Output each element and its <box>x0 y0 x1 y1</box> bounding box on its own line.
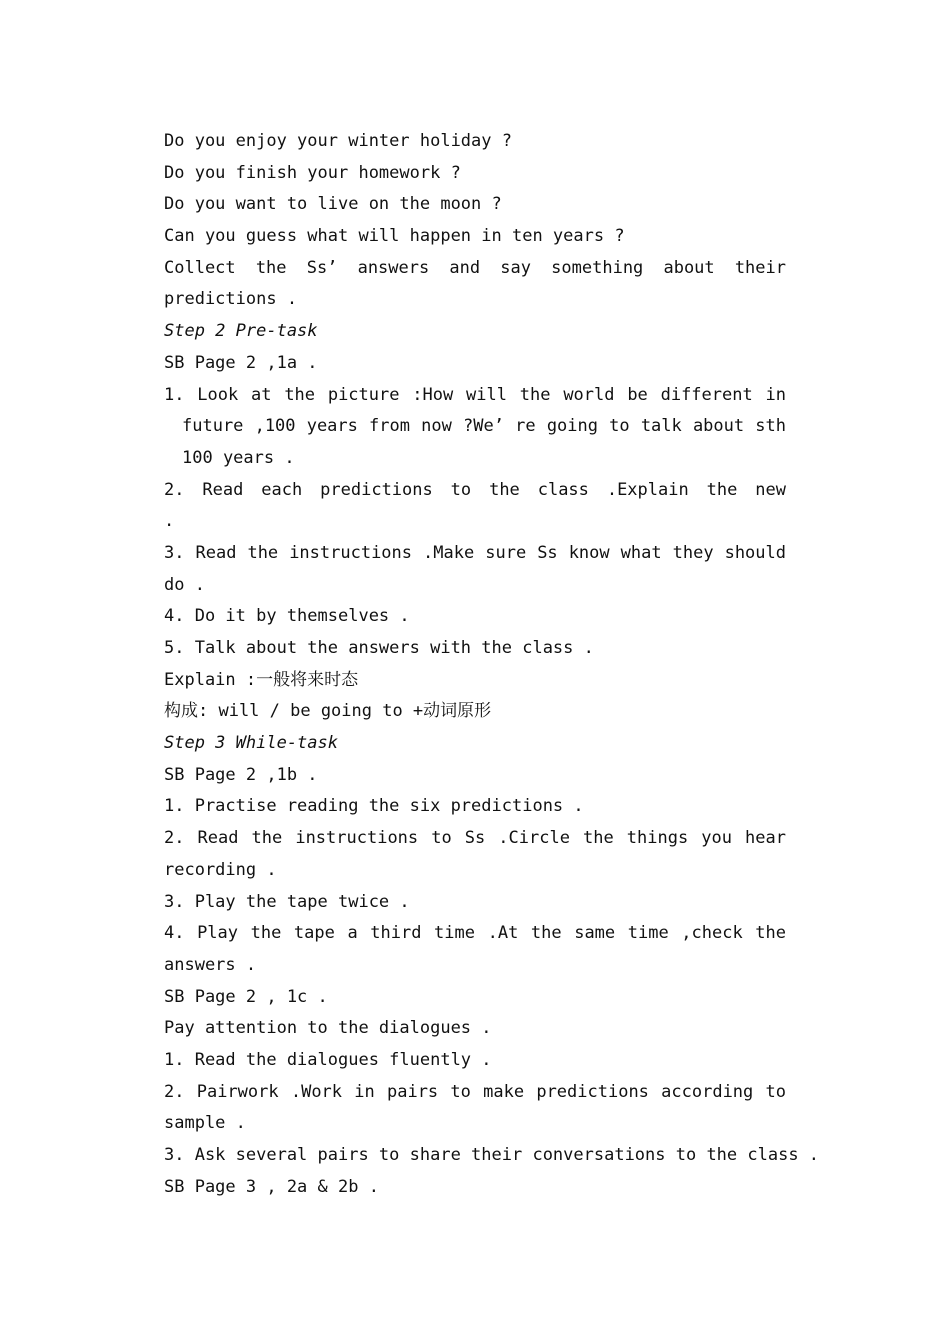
whiletask-item-2-end: recording . <box>164 859 277 880</box>
page-reference-1c: SB Page 2 , 1c . <box>164 986 328 1007</box>
dialogue-note: Pay attention to the dialogues . <box>164 1018 492 1039</box>
page-reference-1a: SB Page 2 ,1a . <box>164 352 318 373</box>
pretask-item-5: 5. Talk about the answers with the class . <box>164 638 594 658</box>
grammar-explain: Explain :一般将来时态 <box>164 669 359 690</box>
page-reference-2a-2b: SB Page 3 , 2a & 2b . <box>164 1176 379 1197</box>
pretask-item-2: 2. Read each predictions to the class .Explain the new <box>164 479 786 500</box>
pretask-item-4: 4. Do it by themselves . <box>164 606 410 627</box>
step-2-heading: Step 2 Pre-task <box>164 321 318 342</box>
dialogue-item-3: 3. Ask several pairs to share their conversations to the class . <box>164 1145 820 1165</box>
pretask-item-1: 1. Look at the picture :How will the world be different in <box>164 384 786 405</box>
warmup-question-3: Do you want to live on the moon ? <box>164 194 502 215</box>
step-3-heading: Step 3 While-task <box>164 733 338 754</box>
warmup-question-4: Can you guess what will happen in ten years ? <box>164 226 625 247</box>
whiletask-item-4-end: answers . <box>164 954 257 975</box>
warmup-question-2: Do you finish your homework ? <box>164 162 461 183</box>
pretask-item-3: 3. Read the instructions .Make sure Ss know what they should <box>164 542 786 563</box>
pretask-item-3-end: do . <box>164 574 205 595</box>
lesson-plan-text <box>164 126 820 1203</box>
collect-answers-line: Collect the Ss’ answers and say something about their <box>164 257 786 278</box>
grammar-structure: 构成: will / be going to +动词原形 <box>164 701 492 722</box>
dialogue-item-2-end: sample . <box>164 1113 246 1134</box>
pretask-item-1-end: 100 years . <box>182 447 295 468</box>
collect-answers-line-end: predictions . <box>164 289 298 310</box>
whiletask-item-3: 3. Play the tape twice . <box>164 891 410 912</box>
dialogue-item-2: 2. Pairwork .Work in pairs to make predictions according to <box>164 1081 786 1102</box>
whiletask-item-4: 4. Play the tape a third time .At the same time ,check the <box>164 923 786 944</box>
warmup-question-1: Do you enjoy your winter holiday ? <box>164 131 512 151</box>
pretask-item-1-cont: future ,100 years from now ?We’ re going to talk about sth <box>182 416 786 437</box>
whiletask-item-1: 1. Practise reading the six predictions . <box>164 796 584 817</box>
pretask-item-2-end: . <box>164 511 175 532</box>
page-reference-1b: SB Page 2 ,1b . <box>164 764 318 785</box>
dialogue-item-1: 1. Read the dialogues fluently . <box>164 1049 492 1070</box>
whiletask-item-2: 2. Read the instructions to Ss .Circle the things you hear <box>164 828 786 849</box>
